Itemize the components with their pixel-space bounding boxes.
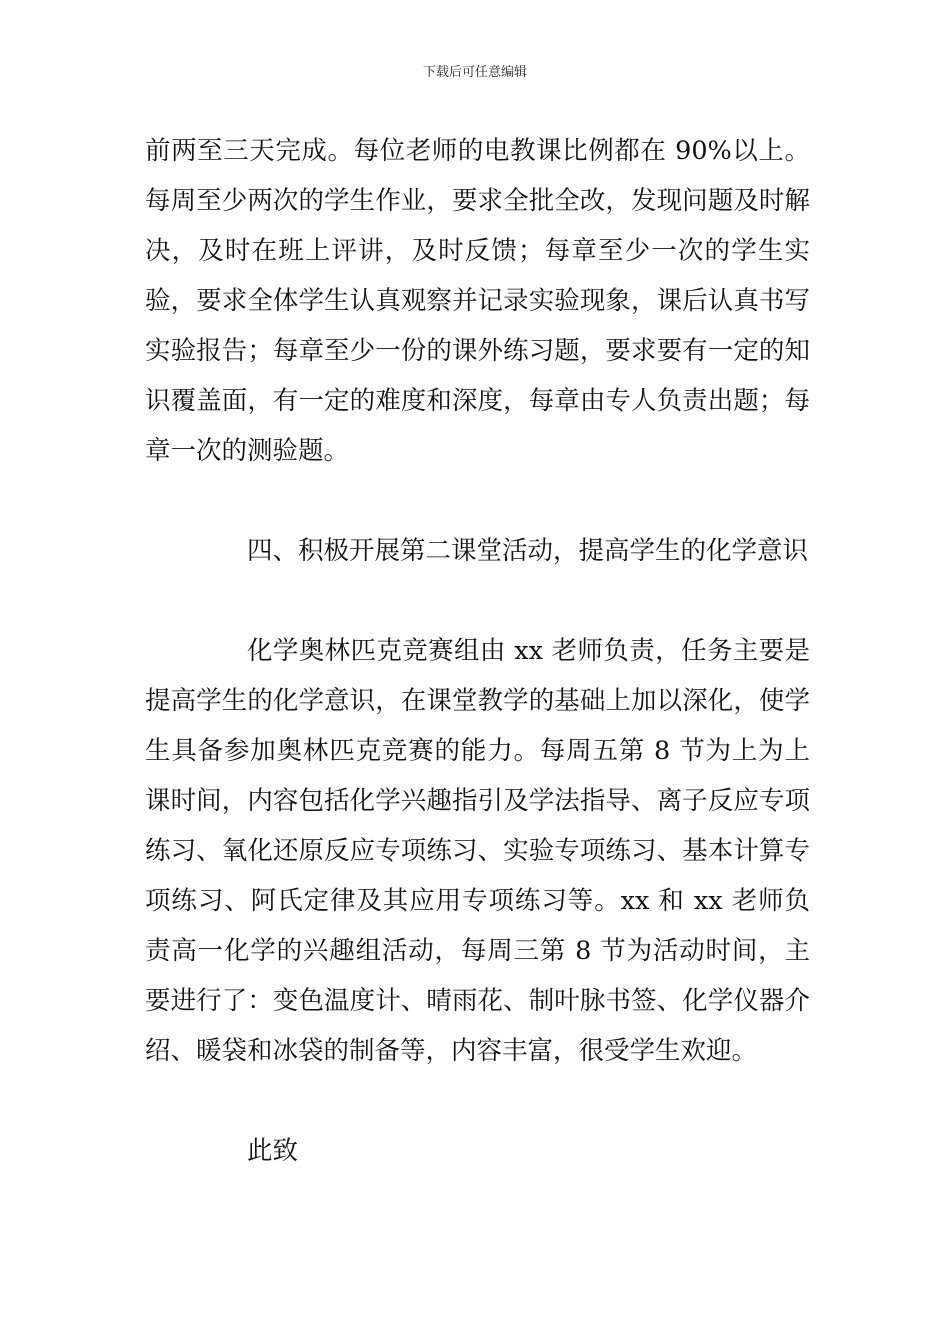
header-note: 下载后可任意编辑	[422, 65, 527, 80]
document-body	[145, 126, 810, 1176]
paragraph-2: 化学奥林匹克竞赛组由 xx 老师负责，任务主要是提高学生的化学意识，在课堂教学的基础上加以深化，使学生具备参加奥林匹克竞赛的能力。每周五第 8 节为上为上课时间，内容包括化学兴趣指引及学法指导、离子反应专项练习、氧化还原反应专项练习、实验专项练习、基本计算专项练习、阿氏定律及其应用专项练习等。xx 和 xx 老师负责高一化学的兴趣组活动，每周三第 8 节为活动时间，主要进行了：变色温度计、晴雨花、制叶脉书签、化学仪器介绍、暖袋和冰袋的制备等，内容丰富，很受学生欢迎。	[145, 636, 810, 1066]
section-heading: 四、积极开展第二课堂活动，提高学生的化学意识	[247, 536, 809, 566]
closing-line: 此致	[247, 1136, 299, 1166]
paragraph-1: 前两至三天完成。每位老师的电教课比例都在 90%以上。每周至少两次的学生作业，要求全批全改，发现问题及时解决，及时在班上评讲，及时反馈；每章至少一次的学生实验，要求全体学生认真观察并记录实验现象，课后认真书写实验报告；每章至少一份的课外练习题，要求要有一定的知识覆盖面，有一定的难度和深度，每章由专人负责出题；每章一次的测验题。	[145, 136, 810, 466]
